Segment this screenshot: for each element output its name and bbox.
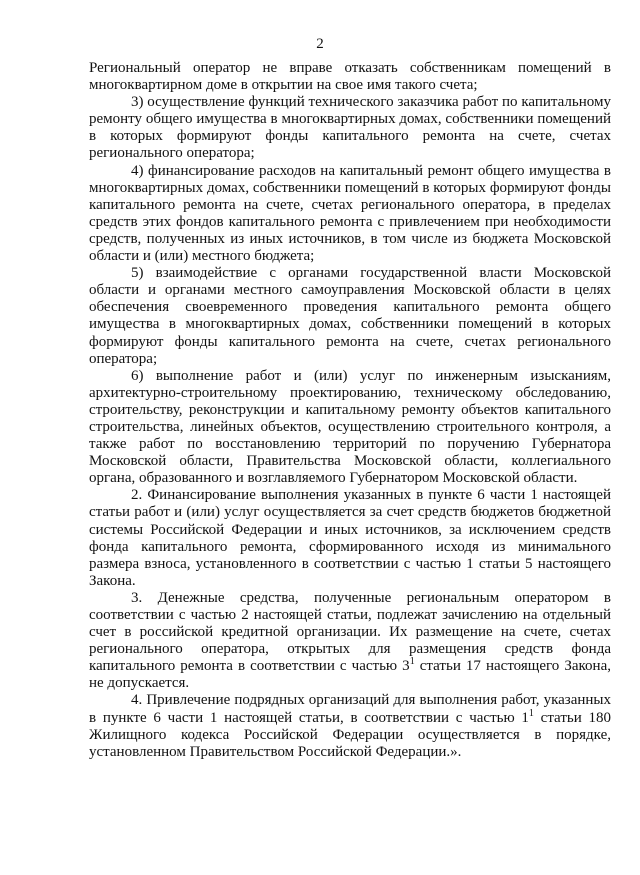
section-3-text-a: 3. Денежные средства, полученные региональным оператором в соответствии с частью 2 настоящей статьи, подлежат зачислению на отдельный счет в российской кредитной организации. Их размещение на счете, счетах регионального оператора, открытых для размещения средств фонда капитального ремонта в соответствии с частью 3	[89, 589, 611, 675]
list-item-6: 6) выполнение работ и (или) услуг по инженерным изысканиям, архитектурно-строительному проектированию, техническому обследованию, строительству, реконструкции и капитальному ремонту объектов капитального строительства, линейных объектов, осуществлению строительного контроля, а также работ по восстановлению территорий по поручению Губернатора Московской области, Правительства Московской области, коллегиального органа, образованного и возглавляемого Губернатором Московской области.	[89, 367, 611, 487]
paragraph-continuation: Региональный оператор не вправе отказать собственникам помещений в многоквартирном доме в открытии на свое имя такого счета;	[89, 60, 611, 94]
section-3-paragraph	[89, 590, 611, 693]
section-3-superscript: 1	[409, 656, 415, 668]
section-4-text-a: 4. Привлечение подрядных организаций для выполнения работ, указанных в пункте 6 части 1 настоящей статьи, в соответствии с частью 1	[89, 692, 611, 726]
section-2-paragraph: 2. Финансирование выполнения указанных в пункте 6 части 1 настоящей статьи работ и (или) услуг осуществляется за счет средств бюджетов бюджетной системы Российской Федерации и иных источников, за исключением средств фонда капитального ремонта, сформированного исходя из минимального размера взноса, установленного в соответствии с частью 1 статьи 5 настоящего Закона.	[89, 487, 611, 589]
list-item-4: 4) финансирование расходов на капитальный ремонт общего имущества в многоквартирных домах, собственники помещений в которых формируют фонды капитального ремонта на счете, счетах регионального оператора, в пределах средств этих фондов капитального ремонта с привлечением при необходимости средств, полученных из иных источников, в том числе из бюджета Московской области и (или) местного бюджета;	[89, 162, 611, 265]
section-3-text-b: статьи 17 настоящего Закона, не допускается.	[89, 658, 611, 692]
list-item-3: 3) осуществление функций технического заказчика работ по капитальному ремонту общего имущества в многоквартирных домах, собственники помещений в которых формируют фонды капитального ремонта на счете, счетах регионального оператора;	[89, 94, 611, 162]
list-item-5: 5) взаимодействие с органами государственной власти Московской области и органами местного самоуправления Московской области в целях обеспечения своевременного проведения капитального ремонта общего имущества в многоквартирных домах, собственники помещений в которых формируют фонды капитального ремонта на счете, счетах регионального оператора;	[89, 265, 611, 367]
section-4-superscript: 1	[528, 707, 534, 719]
document-body	[89, 60, 611, 761]
section-4-paragraph	[89, 692, 611, 760]
section-4-text-b: статьи 180 Жилищного кодекса Российской Федерации осуществляется в порядке, установленном Правительством Российской Федерации.».	[89, 709, 611, 760]
page-number: 2	[316, 36, 324, 52]
